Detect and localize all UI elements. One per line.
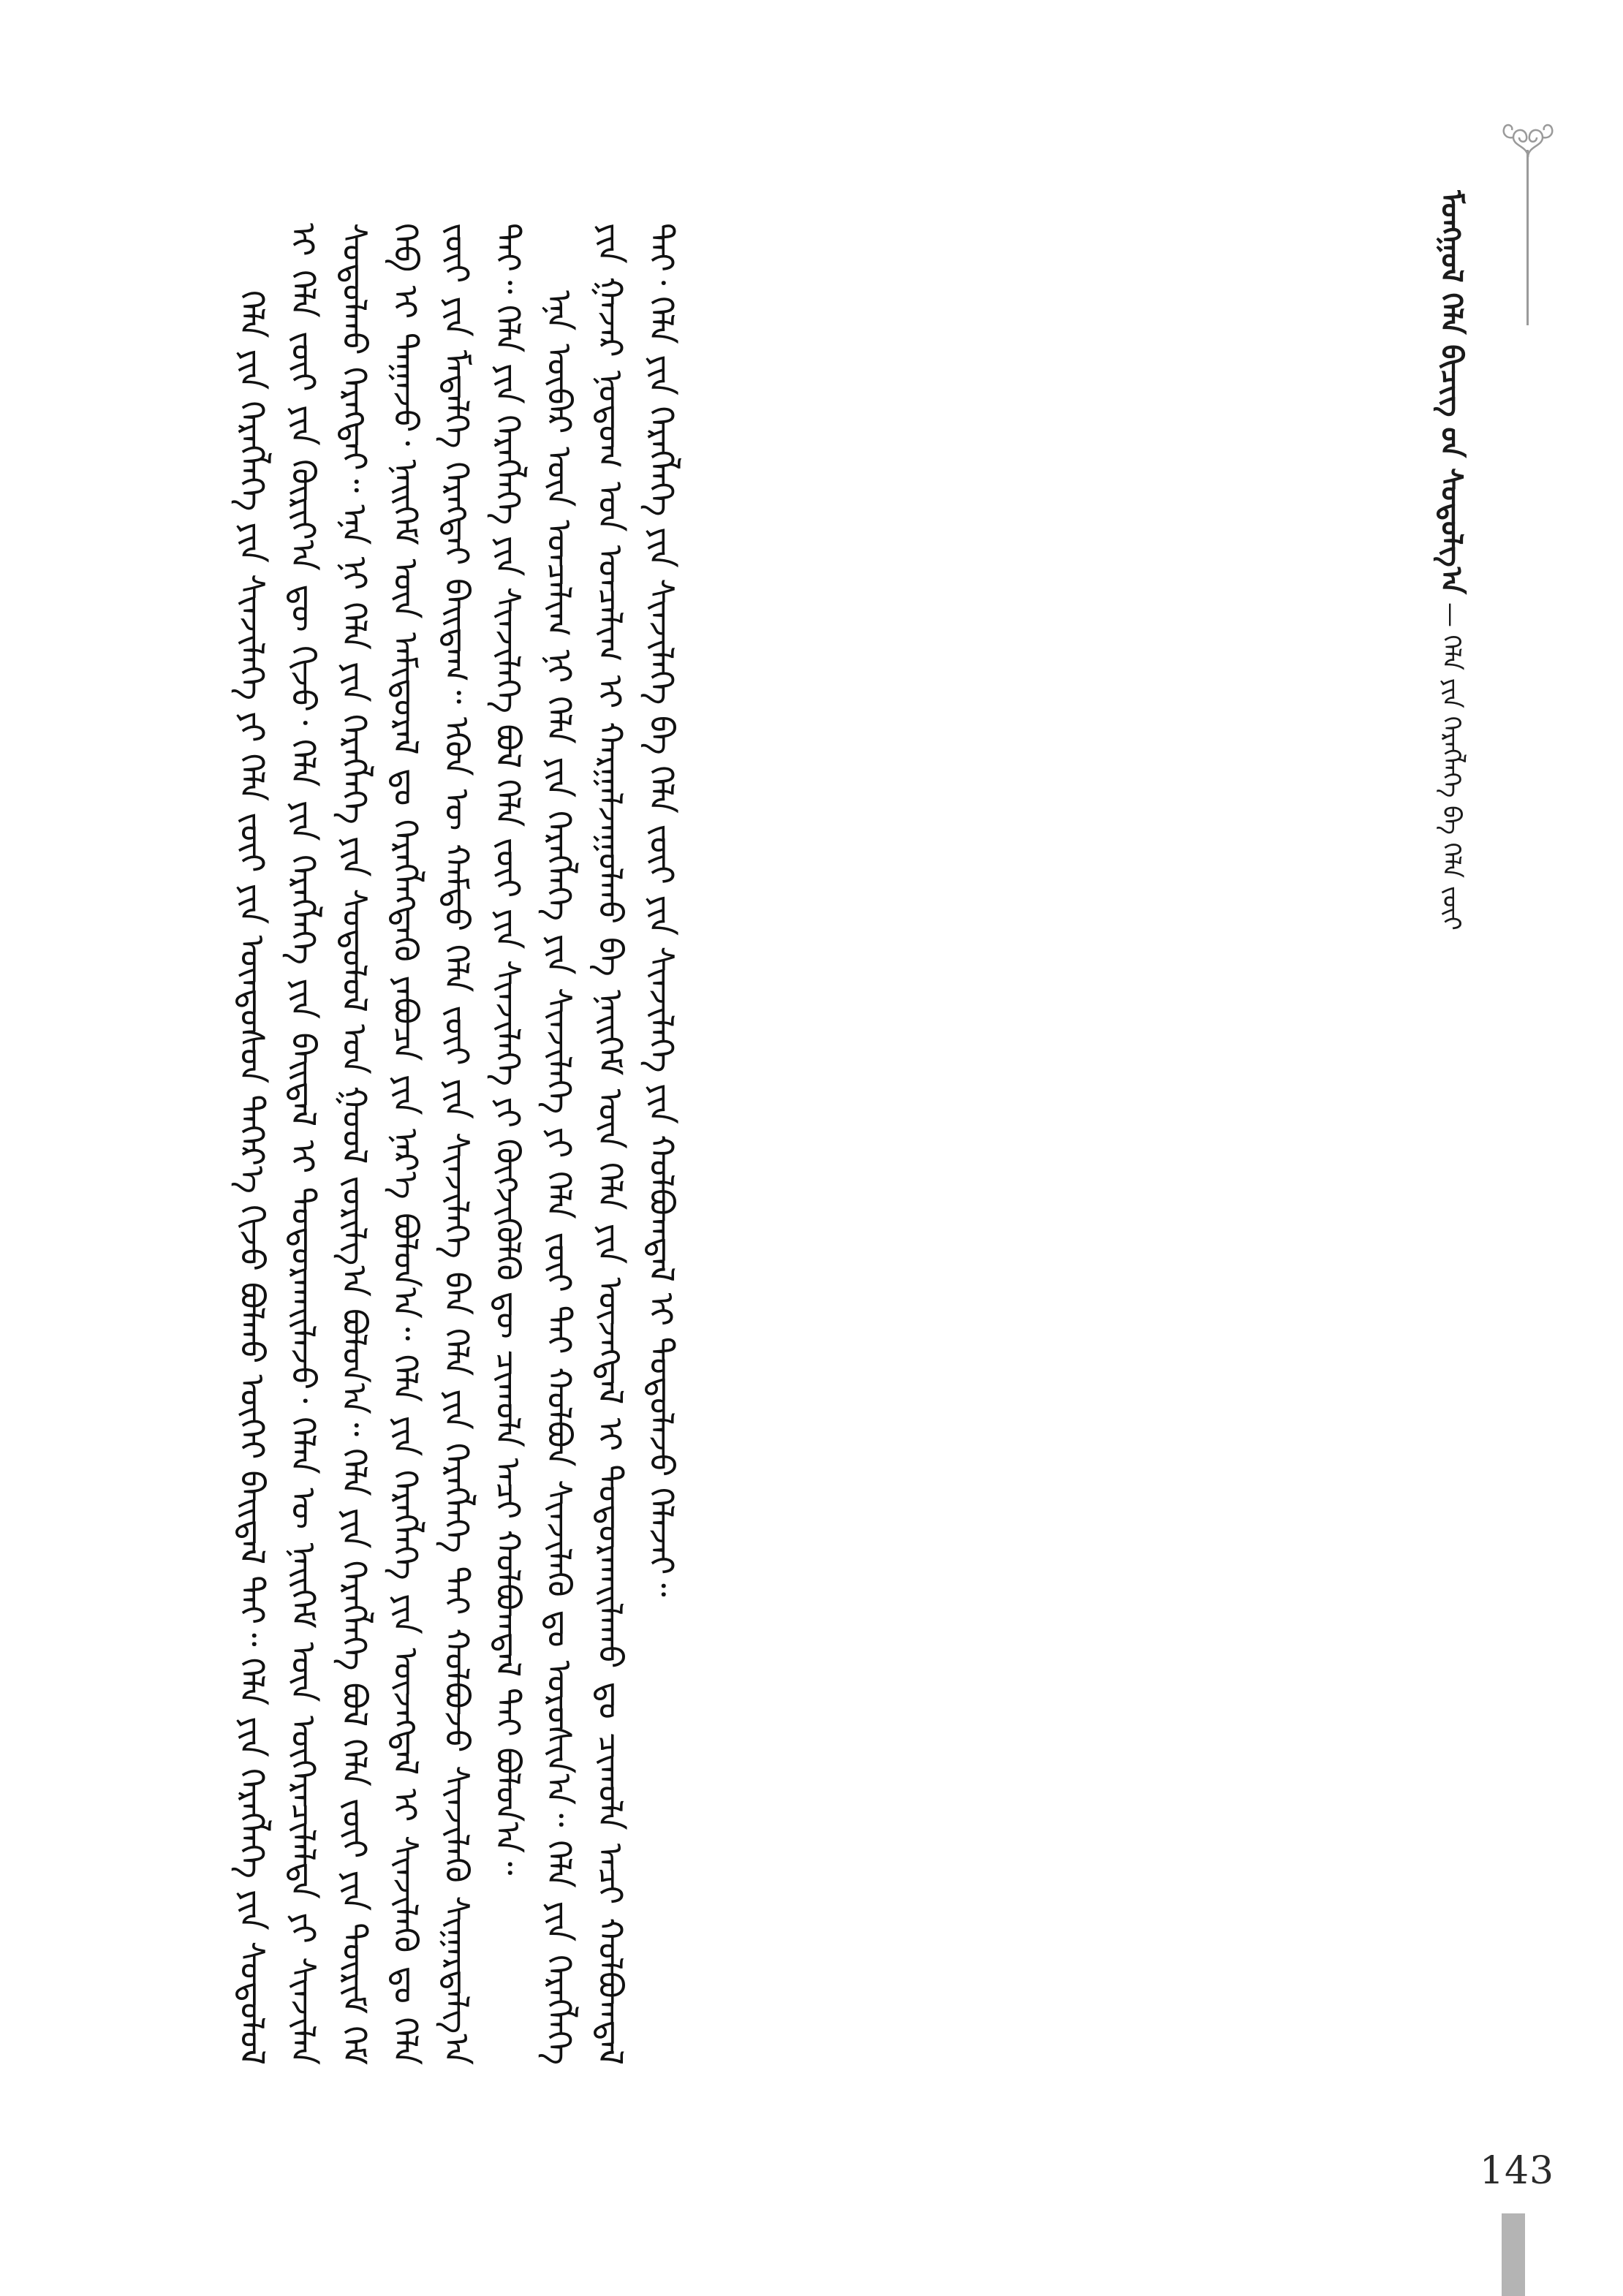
running-head (1433, 190, 1550, 950)
chapter-title: ᠬᠡᠯᠡ ᠶᠢᠨ ᠬᠡᠷᠡᠭᠯᠡᠭᠡ ᠪᠠ ᠬᠡᠯᠡ ᠵᠦᠢ (1437, 634, 1466, 931)
paragraph-2: ᠡᠨᠡ ᠦᠪᠡᠷ ᠦᠨ ᠣᠨᠴᠠᠯᠢᠭ ᠨᠢ ᠬᠡᠯᠡ ᠶᠢᠨ ᠬᠡᠷᠡᠭᠯᠡᠭᠡ ᠶᠢᠨ ᠰᠢᠨᠵᠢᠯᠡᠭᠡ ᠶᠢ ᠬᠡᠯᠡ ᠵᠦᠢ ᠲᠡᠢ ᠬᠣᠯᠪᠣᠨ ᠰᠢᠨᠵᠢᠯᠡᠬᠦ ᠳᠤ ᠣᠷᠣᠰᠢᠨ᠎ᠠ᠃ ᠬᠡᠯᠡ ᠶᠢᠨ ᠬᠡᠷᠡᠭᠯᠡᠭᠡ ᠶᠢᠨ ᠭᠠᠵᠠᠷ ᠨᠤᠲᠤᠭ ᠤᠨ ᠣᠨᠴᠠᠯᠢᠭ ᠢ ᠬᠠᠷᠭᠠᠯᠵᠠᠭᠤᠯᠬᠤ ᠪᠠ ᠨᠡᠢᠭᠡᠮ ᠦᠨ ᠬᠡᠯᠡ ᠶᠢᠨ ᠦᠵᠡᠭᠳᠡᠯ ᠢ ᠲᠣᠳᠣᠷᠬᠠᠢᠯᠠᠬᠤ ᠳᠤ ᠴᠢᠬᠤᠯᠠ ᠠᠴᠢ ᠬᠣᠯᠪᠣᠭᠳᠠᠯ ᠲᠠᠢ᠂ ᠬᠡᠯᠡ ᠶᠢᠨ ᠬᠡᠷᠡᠭᠯᠡᠭᠡ ᠶᠢᠨ ᠰᠢᠨᠵᠢᠯᠡᠭᠡ ᠪᠠ ᠬᠡᠯᠡ ᠵᠦᠢ ᠶᠢᠨ ᠰᠢᠨᠵᠢᠯᠡᠭᠡ ᠶᠢᠨ ᠬᠣᠯᠪᠣᠭᠳᠠᠯ ᠢ ᠲᠣᠳᠣᠯᠠᠵᠤ ᠬᠡᠯᠡᠵᠡᠢ᠃ (540, 223, 681, 2065)
header-separator: — (1437, 602, 1466, 627)
book-title: ᠮᠣᠩᠭᠣᠯ ᠬᠡᠯᠡ ᠪᠢᠴᠢᠭ᠌ ᠤ᠋ᠨ ᠰᠤᠳᠤᠯᠭ᠎ᠠ (1434, 190, 1468, 594)
edge-tab (1502, 2213, 1525, 2296)
paragraph-1: ᠬᠡᠯᠡ ᠶᠢᠨ ᠬᠡᠷᠡᠭᠯᠡᠭᠡ ᠶᠢᠨ ᠰᠢᠨᠵᠢᠯᠡᠭᠡ ᠶᠢ ᠬᠡᠯᠡ ᠵᠦᠢ ᠶᠢᠨ ᠦᠨᠳᠦᠰᠦᠨ ᠳᠡᠭᠡᠷ᠎ᠡ ᠬᠢᠵᠦ ᠪᠣᠯᠬᠤ ᠦᠭᠡᠢ ᠪᠠᠢᠳᠠᠯ ᠲᠠᠢ᠃ ᠬᠡᠯᠡ ᠶᠢᠨ ᠬᠡᠷᠡᠭᠯᠡᠭᠡ ᠶᠢᠨ ᠰᠣᠳᠤᠯᠤᠯ ᠢ ᠬᠡᠯᠡ ᠵᠦᠢ ᠶᠢᠨ ᠬᠦᠷᠢᠶ᠎ᠡᠨ ᠳᠦ ᠬᠢᠵᠦ᠂ ᠬᠡᠯᠡ ᠶᠢᠨ ᠬᠡᠷᠡᠭᠯᠡᠭᠡ ᠶᠢᠨ ᠪᠠᠢᠳᠠᠯ ᠢ ᠲᠣᠳᠣᠷᠬᠠᠢᠯᠠᠵᠤ᠂ ᠬᠡᠯᠡᠨ ᠦ ᠨᠡᠢᠭᠡᠮ ᠦᠨ ᠦᠭᠡᠷᠡᠴᠢᠯᠡᠯᠲᠡ ᠶᠢ ᠰᠢᠨᠵᠢᠯᠡᠨ ᠰᠣᠳᠤᠯᠬᠤ ᠬᠡᠷᠡᠭᠲᠡᠢ᠃ ᠡᠨᠡ ᠨᠢ ᠬᠡᠯᠡ ᠶᠢᠨ ᠬᠡᠷᠡᠭᠯᠡᠭᠡ ᠶᠢᠨ ᠰᠣᠳᠤᠯᠤᠯ ᠤᠨ ᠭᠣᠣᠯ ᠵᠣᠷᠢᠯᠭ᠎ᠠ ᠪᠣᠯᠤᠨ᠎ᠠ᠃ ᠬᠡᠯᠡ ᠶᠢᠨ ᠬᠡᠷᠡᠭᠯᠡᠭᠡ ᠪᠣᠯ ᠬᠡᠯᠡ ᠵᠦᠢ ᠶᠢᠨ ᠳᠦᠷᠢᠮ ᠬᠡᠮ ᠬᠡᠪ ᠢ ᠳᠠᠭᠠᠵᠤ᠂ ᠨᠡᠢᠭᠡᠮ ᠦᠨ ᠠᠮᠢᠳᠤᠷᠠᠯ ᠳᠤ ᠬᠡᠷᠡᠭᠯᠡᠭᠳᠡᠬᠦ ᠶᠠᠪᠤᠴᠠ ᠶᠢᠨ ᠨᠡᠷ᠎ᠡ ᠪᠣᠯᠤᠨ᠎ᠠ᠃ ᠬᠡᠯᠡ ᠶᠢᠨ ᠬᠡᠷᠡᠭᠯᠡᠭᠡ ᠶᠢᠨ ᠦᠵᠡᠭᠳᠡᠯ ᠢ ᠰᠢᠨᠵᠢᠯᠡᠬᠦ ᠳᠤ ᠬᠡᠯᠡ ᠵᠦᠢ ᠶᠢᠨ ᠮᠡᠳᠡᠯᠭᠡ ᠬᠡᠷᠡᠭᠲᠡᠢ ᠪᠠᠢᠳᠠᠭ᠃ ᠡᠭᠦᠨ ᠦ ᠬᠠᠮᠲᠤ ᠬᠡᠯᠡ ᠵᠦᠢ ᠶᠢᠨ ᠰᠢᠨᠵᠢᠯᠡᠭᠡ ᠪᠡᠨ ᠬᠡᠯᠡ ᠶᠢᠨ ᠬᠡᠷᠡᠭᠯᠡᠭᠡ ᠲᠡᠢ ᠬᠣᠯᠪᠣᠵᠤ ᠰᠢᠨᠵᠢᠯᠡᠬᠦ ᠰᠢᠭᠠᠷᠳᠠᠯᠭ᠎ᠠ ᠲᠠᠢ᠃ ᠬᠡᠯᠡ ᠶᠢᠨ ᠬᠡᠷᠡᠭᠯᠡᠭᠡ ᠶᠢᠨ ᠰᠢᠨᠵᠢᠯᠡᠭᠡ ᠪᠣᠯ ᠬᠡᠯᠡ ᠵᠦᠢ ᠶᠢᠨ ᠰᠢᠨᠵᠢᠯᠡᠭᠡ ᠶᠢ ᠬᠦᠭᠵᠢᠭᠦᠯᠬᠦ ᠳᠦ ᠴᠢᠬᠤᠯᠠ ᠠᠴᠢ ᠬᠣᠯᠪᠣᠭᠳᠠᠯ ᠲᠠᠢ ᠪᠣᠯᠤᠨ᠎ᠠ᠃ (232, 223, 528, 2065)
body-text (227, 223, 1382, 2065)
page-number: 143 (1479, 2149, 1555, 2193)
